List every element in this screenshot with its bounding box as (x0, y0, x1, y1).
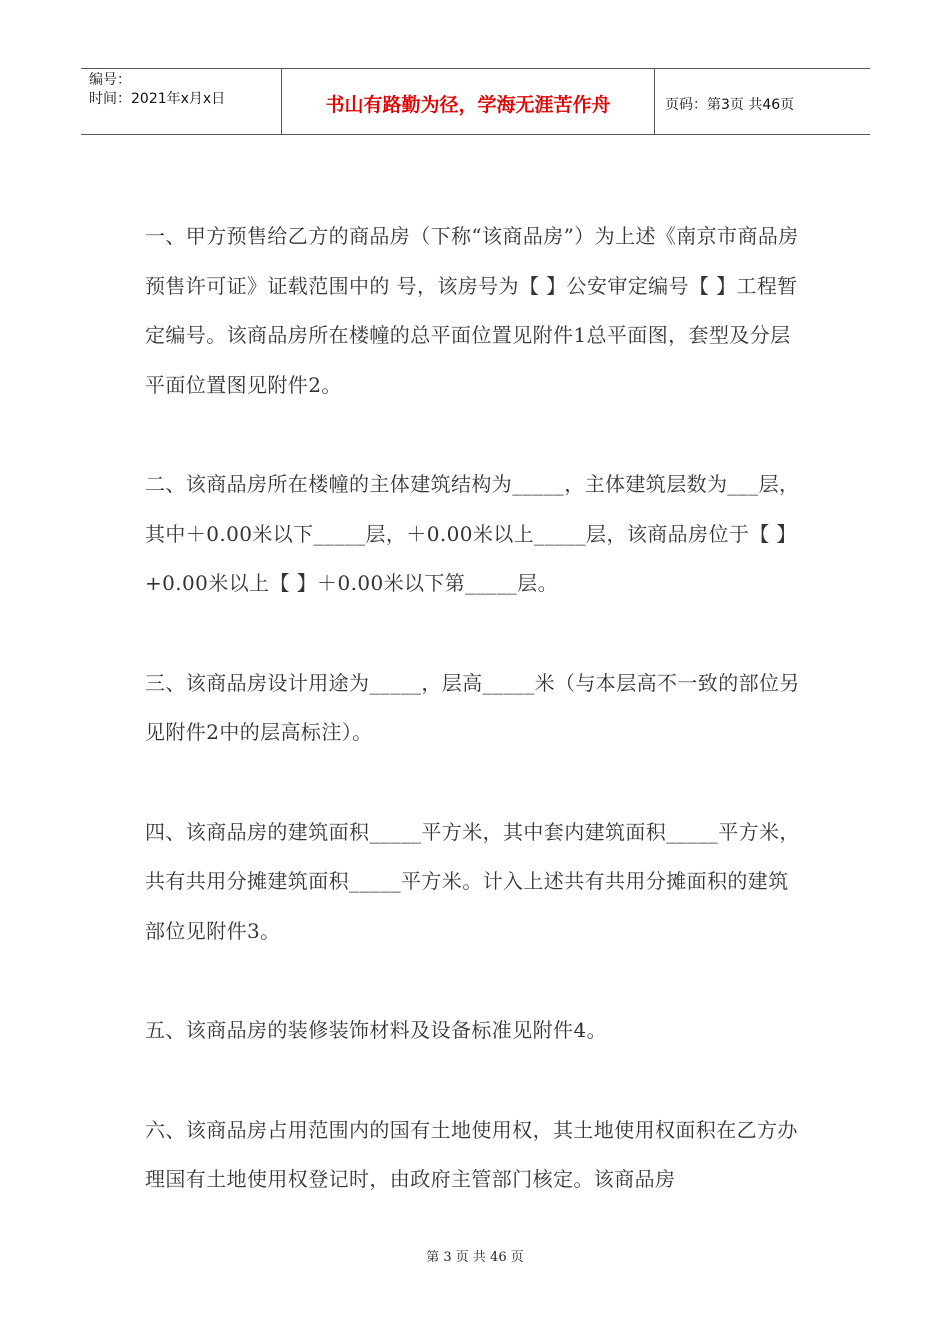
number-label: 编号： (89, 72, 131, 88)
paragraph-5: 五、该商品房的装修装饰材料及设备标准见附件4。 (145, 1018, 607, 1042)
paragraph-1: 一、甲方预售给乙方的商品房（下称“该商品房”）为上述《南京市商品房预售许可证》证载范围中的 号，该房号为【 】公安审定编号【 】工程暂定编号。该商品房所在楼幢的总平面位置见附件1总平面图，套型及分层平面位置图见附件2。 (145, 224, 799, 397)
time-label: 时间：2021年x月x日 (89, 91, 226, 107)
header-motto: 书山有路勤为径，学海无涯苦作舟 (282, 69, 655, 134)
document-body (145, 212, 805, 1255)
document-header (81, 68, 870, 135)
page-footer: 第 3 页 共 46 页 (426, 1250, 524, 1265)
header-page-info: 页码：第3页 共46页 (665, 96, 795, 113)
paragraph-6: 六、该商品房占用范围内的国有土地使用权，其土地使用权面积在乙方办理国有土地使用权登记时，由政府主管部门核定。该商品房 (145, 1117, 798, 1191)
paragraph-2: 二、该商品房所在楼幢的主体建筑结构为_____，主体建筑层数为___层，其中＋0.00米以下_____层，＋0.00米以上_____层，该商品房位于【 】+0.00米以上【 】＋0.00米以下第_____层。 (145, 472, 800, 595)
paragraph-3: 三、该商品房设计用途为_____，层高_____米（与本层高不一致的部位另见附件2中的层高标注）。 (145, 670, 800, 744)
paragraph-4: 四、该商品房的建筑面积_____平方米，其中套内建筑面积_____平方米，共有共用分摊建筑面积_____平方米。计入上述共有共用分摊面积的建筑部位见附件3。 (145, 819, 800, 943)
header-meta-cell (81, 69, 282, 134)
